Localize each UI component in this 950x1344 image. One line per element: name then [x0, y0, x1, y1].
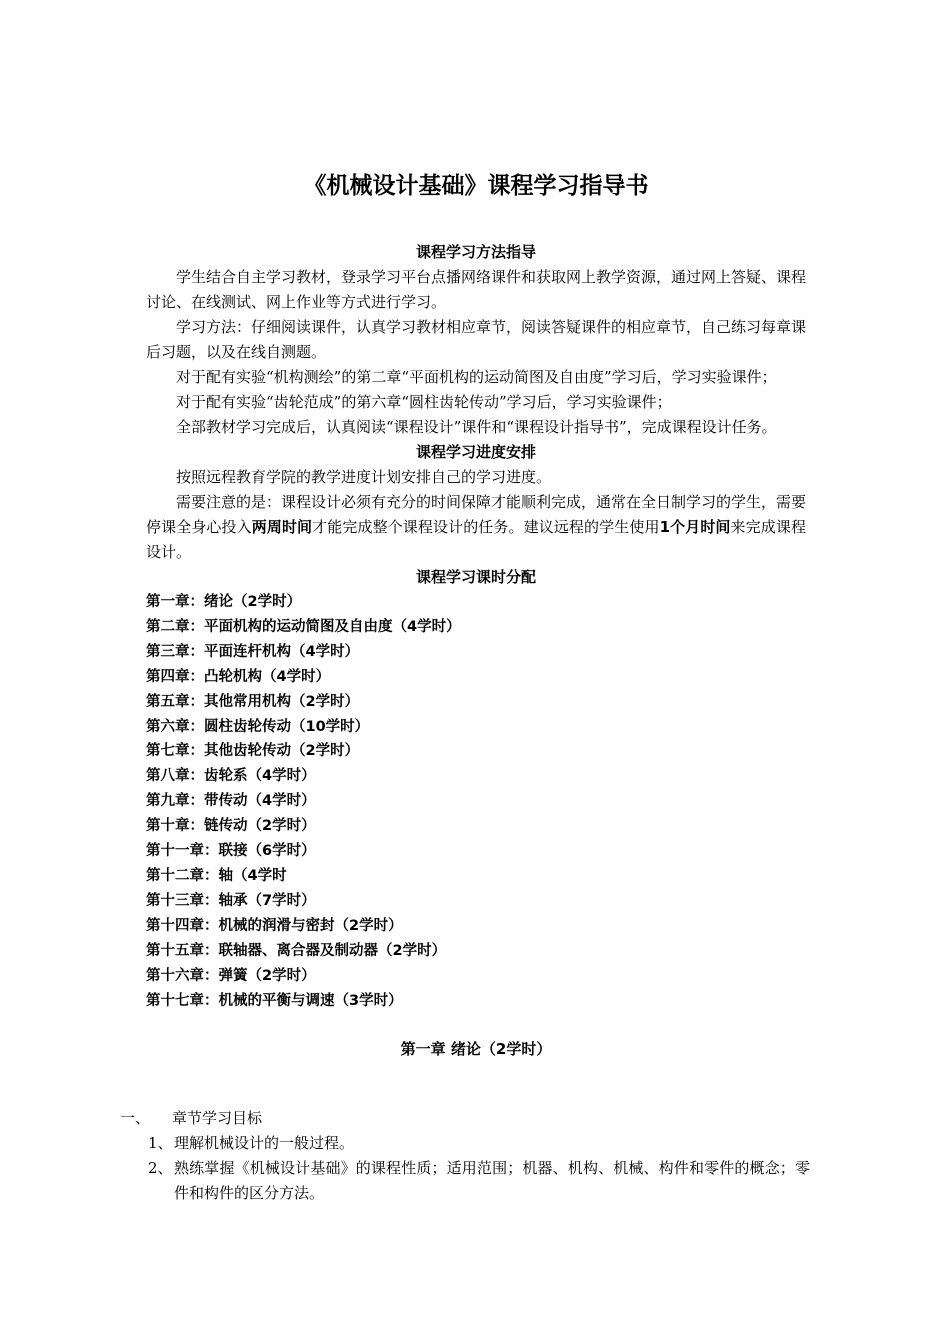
text-run: 才能完成整个课程设计的任务。建议远程的学生使用 — [312, 518, 660, 536]
list-item: 第十七章：机械的平衡与调速（3学时） — [146, 992, 403, 1009]
paragraph: 学生结合自主学习教材，登录学习平台点播网络课件和获取网上教学资源，通过网上答疑、课程讨论、在线测试、网上作业等方式进行学习。 — [146, 268, 807, 311]
text-run: 来完成课程设计。 — [146, 518, 806, 561]
document-title: 《机械设计基础》课程学习指导书 — [303, 173, 649, 199]
list-item: 第六章：圆柱齿轮传动（10学时） — [146, 718, 370, 735]
list-item: 第八章：齿轮系（4学时） — [146, 768, 316, 785]
paragraph: 学习方法：仔细阅读课件，认真学习教材相应章节，阅读答疑课件的相应章节，自己练习每章课后习题，以及在线自测题。 — [146, 318, 807, 361]
bold-emphasis: 1个月时间 — [659, 518, 731, 536]
outline-level1-item — [120, 1106, 810, 1131]
list-item: 第一章：绪论（2学时） — [146, 594, 302, 610]
outline-label: 章节学习目标 — [172, 1109, 263, 1127]
paragraph: 按照远程教育学院的教学进度计划安排自己的学习进度。 — [176, 468, 552, 486]
outline-level2-item — [120, 1156, 810, 1206]
document-body — [146, 168, 806, 1062]
paragraph: 对于配有实验“齿轮范成”的第六章“圆柱齿轮传动”学习后，学习实验课件； — [176, 393, 672, 411]
list-item: 第十二章：轴（4学时 — [146, 867, 287, 884]
list-item: 第十四章：机械的润滑与密封（2学时） — [146, 917, 403, 934]
list-item: 第十一章：联接（6学时） — [146, 843, 316, 860]
outline-number: 1、 — [148, 1134, 173, 1152]
paragraph-schedule-note — [146, 490, 806, 565]
outline-number: 一、 — [120, 1109, 151, 1127]
section-heading-schedule: 课程学习进度安排 — [415, 443, 536, 461]
chapter-one-heading: 第一章 绪论（2学时） — [400, 1040, 552, 1059]
list-item: 第十三章：轴承（7学时） — [146, 892, 316, 909]
section-heading-hours: 课程学习课时分配 — [415, 568, 536, 586]
text-run: 需要注意的是：课程设计必须有充分的时间保障才能顺利完成，通常在全日制学习的学生，需要停课全身心投入 — [146, 493, 807, 536]
list-item: 第三章：平面连杆机构（4学时） — [146, 643, 360, 660]
outline-level2-item — [120, 1131, 810, 1156]
section-heading-study-method: 课程学习方法指导 — [415, 243, 536, 261]
bold-emphasis: 两周时间 — [251, 518, 313, 536]
chapter-one-outline — [120, 1106, 810, 1206]
list-item: 第二章：平面机构的运动简图及自由度（4学时） — [146, 618, 461, 635]
paragraph: 对于配有实验“机构测绘”的第二章“平面机构的运动简图及自由度”学习后，学习实验课件； — [176, 368, 777, 386]
outline-text: 熟练掌握《机械设计基础》的课程性质；适用范围；机器、机构、机械、构件和零件的概念；零件和构件的区分方法。 — [174, 1159, 810, 1202]
list-item: 第十五章：联轴器、离合器及制动器（2学时） — [146, 942, 447, 959]
list-item: 第五章：其他常用机构（2学时） — [146, 693, 360, 710]
paragraph: 全部教材学习完成后，认真阅读“课程设计”课件和“课程设计指导书”，完成课程设计任务。 — [176, 418, 777, 436]
outline-text: 理解机械设计的一般过程。 — [174, 1134, 355, 1152]
list-item: 第十六章：弹簧（2学时） — [146, 967, 316, 984]
list-item: 第七章：其他齿轮传动（2学时） — [146, 743, 360, 760]
list-item: 第九章：带传动（4学时） — [146, 793, 316, 810]
list-item: 第四章：凸轮机构（4学时） — [146, 668, 331, 685]
outline-number: 2、 — [148, 1159, 173, 1177]
list-item: 第十章：链传动（2学时） — [146, 818, 316, 835]
chapter-hours-list — [146, 590, 806, 1013]
